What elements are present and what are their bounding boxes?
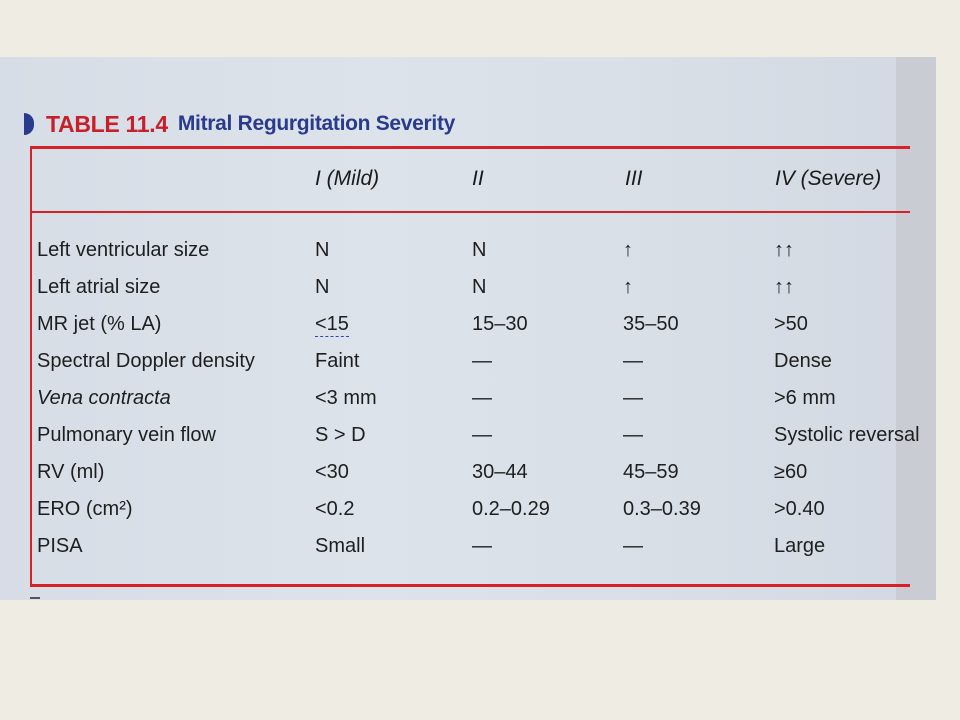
cell-mild: N (315, 276, 330, 298)
table-row (0, 305, 936, 342)
row-label: Pulmonary vein flow (37, 424, 216, 446)
column-header-severe: IV (Severe) (775, 167, 882, 190)
header-rule (30, 211, 910, 213)
table-row (0, 416, 936, 453)
cell-iii: — (623, 350, 643, 372)
cell-iii: — (623, 535, 643, 557)
row-label: ERO (cm²) (37, 498, 133, 520)
row-label: PISA (37, 535, 83, 557)
table-photo (0, 57, 936, 600)
cell-iii: — (623, 424, 643, 446)
top-rule (30, 146, 910, 149)
table-row (0, 268, 936, 305)
paper-mark (30, 597, 40, 599)
up-arrow-icon: ↑ (623, 239, 633, 261)
cell-ii: 0.2–0.29 (472, 498, 550, 520)
column-header-iii: III (625, 167, 643, 190)
row-label: Spectral Doppler density (37, 350, 255, 372)
bottom-rule (30, 584, 910, 587)
cell-iii: 0.3–0.39 (623, 498, 701, 520)
cell-ii: — (472, 424, 492, 446)
table-row (0, 453, 936, 490)
double-up-arrow-icon: ↑↑ (774, 239, 794, 261)
table-title (24, 107, 455, 141)
row-label: RV (ml) (37, 461, 105, 483)
cell-ii: — (472, 350, 492, 372)
cell-severe: >0.40 (774, 498, 825, 520)
cell-severe: >50 (774, 313, 808, 335)
cell-mild: S > D (315, 424, 366, 446)
cell-mild: <15 (315, 313, 349, 335)
row-label: Vena contracta (37, 387, 171, 409)
double-up-arrow-icon: ↑↑ (774, 276, 794, 298)
cell-iii: 35–50 (623, 313, 679, 335)
table-row (0, 490, 936, 527)
cell-ii: — (472, 387, 492, 409)
cell-ii: 30–44 (472, 461, 528, 483)
cell-severe: Dense (774, 350, 832, 372)
cell-severe: ≥60 (774, 461, 808, 483)
cell-mild: Faint (315, 350, 360, 372)
cell-iii: — (623, 387, 643, 409)
cell-severe: >6 mm (774, 387, 836, 409)
table-title-text: Mitral Regurgitation Severity (177, 112, 456, 135)
cell-mild: <30 (315, 461, 349, 483)
cell-mild: N (315, 239, 330, 261)
cell-mild: <0.2 (315, 498, 355, 520)
table-number: TABLE 11.4 (46, 110, 168, 137)
row-label: MR jet (% LA) (37, 313, 162, 335)
cell-ii: N (472, 239, 487, 261)
row-label: Left atrial size (37, 276, 161, 298)
table-row (0, 379, 936, 416)
table-row (0, 231, 936, 268)
row-label: Left ventricular size (37, 239, 210, 261)
cell-mild: Small (315, 535, 366, 557)
up-arrow-icon: ↑ (623, 276, 633, 298)
title-marker-icon (24, 113, 34, 135)
cell-severe: Systolic reversal (774, 424, 920, 446)
cell-ii: N (472, 276, 487, 298)
cell-ii: 15–30 (472, 313, 528, 335)
cell-mild: <3 mm (315, 387, 377, 409)
column-header-mild: I (Mild) (315, 167, 380, 190)
cell-severe: Large (774, 535, 826, 557)
table-row (0, 342, 936, 379)
cell-ii: — (472, 535, 492, 557)
column-header-ii: II (472, 167, 484, 190)
cell-iii: 45–59 (623, 461, 679, 483)
table-row (0, 527, 936, 564)
